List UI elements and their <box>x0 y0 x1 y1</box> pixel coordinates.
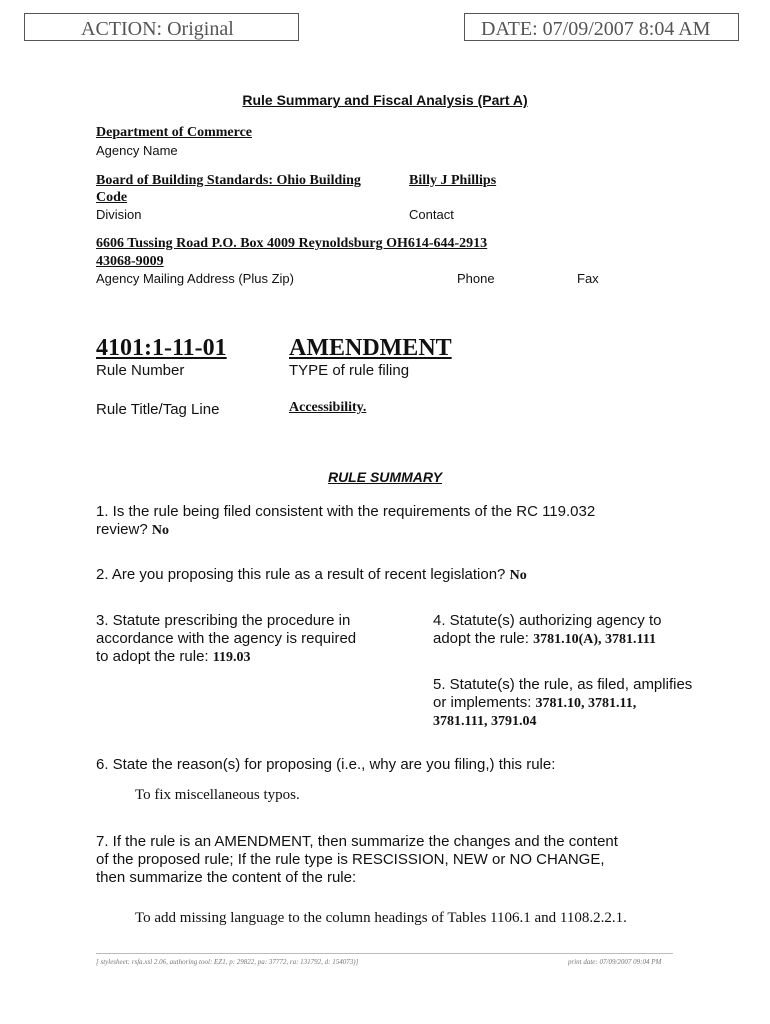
agency-name-label: Agency Name <box>96 143 178 158</box>
rule-title: Accessibility. <box>289 400 367 415</box>
question-3-line3-text: to adopt the rule: <box>96 648 209 665</box>
question-5-answer-part1: 3781.10, 3781.11, <box>535 696 637 711</box>
question-7-line1: 7. If the rule is an AMENDMENT, then summarize the changes and the content <box>96 833 618 850</box>
question-3-line1: 3. Statute prescribing the procedure in <box>96 612 351 629</box>
division-line1: Board of Building Standards: Ohio Building <box>96 173 361 188</box>
question-5-line1: 5. Statute(s) the rule, as filed, amplifies <box>433 676 693 693</box>
contact-name: Billy J Phillips <box>409 173 497 188</box>
question-5-line2 <box>433 694 753 713</box>
question-1-line2 <box>96 521 696 540</box>
action-box <box>24 13 299 41</box>
question-1-answer: No <box>151 523 169 538</box>
contact-label: Contact <box>409 207 454 222</box>
rule-type-label: TYPE of rule filing <box>289 362 410 379</box>
date-text: DATE: 07/09/2007 8:04 AM <box>481 18 711 40</box>
agency-name: Department of Commerce <box>96 125 253 140</box>
question-1-line2-text: review? <box>96 521 148 538</box>
rule-summary-heading: RULE SUMMARY <box>327 469 443 485</box>
page-title: Rule Summary and Fiscal Analysis (Part A) <box>242 92 528 108</box>
question-7-answer: To add missing language to the column headings of Tables 1106.1 and 1108.2.2.1. <box>135 910 627 926</box>
question-6-answer: To fix miscellaneous typos. <box>135 787 300 803</box>
question-5-answer-part2: 3781.111, 3791.04 <box>433 714 537 729</box>
division-line2: Code <box>96 190 128 205</box>
question-4-line2-text: adopt the rule: <box>433 630 529 647</box>
footer-rule <box>96 953 673 954</box>
action-text: ACTION: Original <box>81 18 234 40</box>
date-box <box>464 13 739 41</box>
question-3-line3 <box>96 648 416 667</box>
rule-title-label: Rule Title/Tag Line <box>96 401 220 418</box>
question-3-answer: 119.03 <box>212 650 251 665</box>
question-6: 6. State the reason(s) for proposing (i.e., why are you filing,) this rule: <box>96 756 556 773</box>
question-7-line3: then summarize the content of the rule: <box>96 869 357 886</box>
address-line2: 43068-9009 <box>96 254 164 269</box>
address-line1: 6606 Tussing Road P.O. Box 4009 Reynoldsburg OH614-644-2913 <box>96 236 488 251</box>
question-5-line2-text: or implements: <box>433 694 532 711</box>
question-4-line2 <box>433 630 753 649</box>
question-7 <box>96 833 716 887</box>
question-1-line1: 1. Is the rule being filed consistent with the requirements of the RC 119.032 <box>96 503 596 520</box>
question-4-line1: 4. Statute(s) authorizing agency to <box>433 612 662 629</box>
question-4 <box>433 612 753 649</box>
footer-print-date: print date: 07/09/2007 09:04 PM <box>568 958 662 966</box>
footer-stylesheet-info: [ stylesheet: rsfa.xsl 2.06, authoring tool: EZ1, p: 29822, pa: 37772, ra: 131792, d: 154073)] <box>96 958 359 966</box>
question-4-answer: 3781.10(A), 3781.111 <box>533 632 656 647</box>
question-3-line2: accordance with the agency is required <box>96 630 357 647</box>
address-label: Agency Mailing Address (Plus Zip) <box>96 271 294 286</box>
question-2-answer: No <box>509 568 527 583</box>
rule-number: 4101:1-11-01 <box>96 335 227 361</box>
fax-label: Fax <box>577 271 599 286</box>
rule-number-label: Rule Number <box>96 362 185 379</box>
question-1 <box>96 503 696 540</box>
division-label: Division <box>96 207 142 222</box>
question-5 <box>433 676 753 731</box>
question-7-line2: of the proposed rule; If the rule type is RESCISSION, NEW or NO CHANGE, <box>96 851 605 868</box>
phone-label: Phone <box>457 271 495 286</box>
question-3 <box>96 612 416 667</box>
question-2 <box>96 566 696 585</box>
question-2-text: 2. Are you proposing this rule as a result of recent legislation? <box>96 566 506 583</box>
rule-type: AMENDMENT <box>289 335 452 361</box>
